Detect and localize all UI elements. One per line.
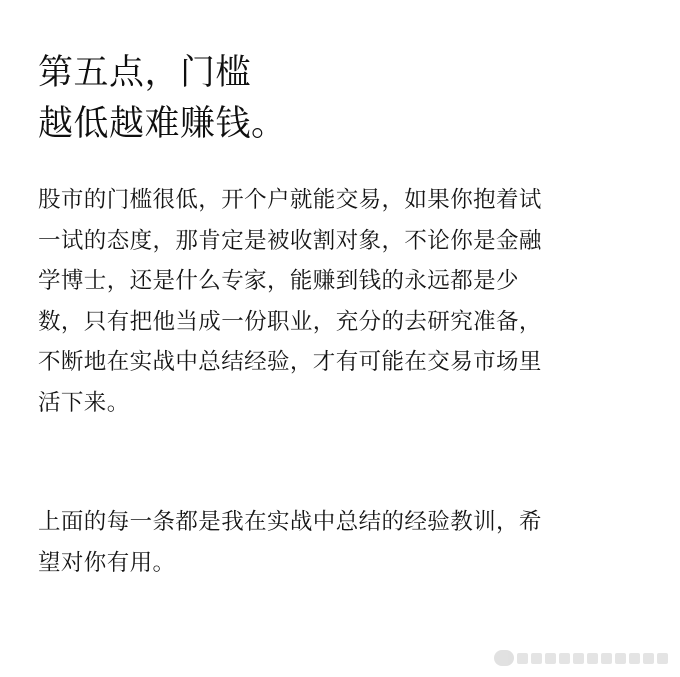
- watermark-glyph: [573, 653, 584, 664]
- paragraph-line: 学博士，还是什么专家，能赚到钱的永远都是少: [38, 268, 519, 295]
- paragraph-line: 活下来。: [38, 389, 130, 416]
- weibo-watermark-icon: [488, 647, 668, 669]
- watermark-glyph: [601, 653, 612, 664]
- watermark-glyph: [517, 653, 528, 664]
- watermark-glyph: [643, 653, 654, 664]
- body-paragraph-2: [38, 502, 648, 583]
- watermark-glyph: [531, 653, 542, 664]
- watermark-glyph: [545, 653, 556, 664]
- paragraph-line: 一试的态度，那肯定是被收割对象，不论你是金融: [38, 227, 542, 254]
- paragraph-line: 上面的每一条都是我在实战中总结的经验教训，希: [38, 509, 542, 535]
- watermark-glyph: [559, 653, 570, 664]
- paragraph-line: 望对你有用。: [38, 549, 176, 576]
- paragraph-line: 股市的门槛很低，开个户就能交易，如果你抱着试: [38, 187, 542, 213]
- watermark-logo-icon: [494, 650, 514, 666]
- watermark-glyph: [657, 653, 668, 664]
- watermark-glyph: [587, 653, 598, 664]
- paragraph-line: 不断地在实战中总结经验，才有可能在交易市场里: [38, 349, 542, 376]
- paragraph-line: 数，只有把他当成一份职业，充分的去研究准备，: [38, 308, 542, 335]
- body-paragraph-1: [38, 180, 648, 424]
- watermark-glyph: [629, 653, 640, 664]
- watermark-glyph: [615, 653, 626, 664]
- article-title: [38, 48, 638, 150]
- title-line: 第五点，门槛: [38, 53, 252, 93]
- title-line: 越低越难赚钱。: [38, 104, 287, 144]
